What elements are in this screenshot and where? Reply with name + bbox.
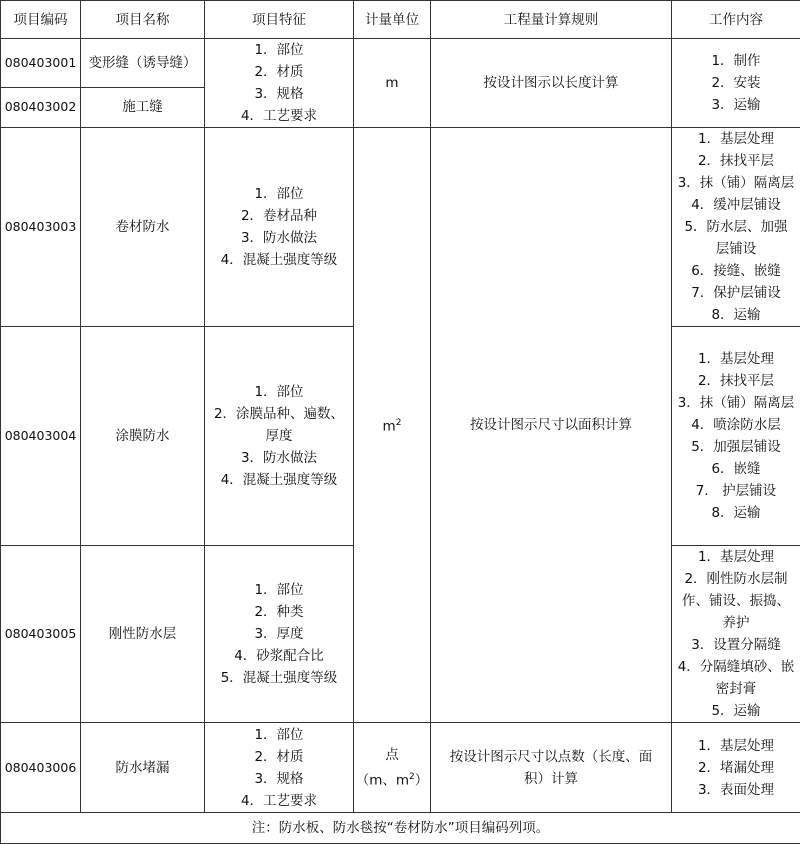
- feature-line: 1．部位: [206, 579, 352, 601]
- item-rule: 按设计图示尺寸以面积计算: [431, 128, 672, 723]
- feature-line: 1．部位: [206, 183, 352, 205]
- item-name: 卷材防水: [81, 128, 205, 327]
- item-work: [672, 128, 800, 327]
- work-line: 1．基层处理: [673, 735, 799, 757]
- feature-line: 5．混凝土强度等级: [206, 667, 352, 689]
- feature-line: 3．防水做法: [206, 227, 352, 249]
- header-code: 项目编码: [1, 1, 81, 39]
- work-line: 3．运输: [673, 94, 799, 116]
- feature-line: 4．混凝土强度等级: [206, 249, 352, 271]
- item-code: 080403001: [1, 39, 81, 88]
- feature-line: 2．材质: [206, 746, 352, 768]
- work-line: 4．喷涂防水层: [673, 414, 799, 436]
- work-line: 作、铺设、振捣、: [673, 590, 799, 612]
- feature-line: 4．工艺要求: [206, 790, 352, 812]
- unit-superscript: 2: [409, 772, 415, 782]
- feature-line: 4．砂浆配合比: [206, 645, 352, 667]
- work-line: 3．表面处理: [673, 779, 799, 801]
- feature-line: 2．涂膜品种、遍数、: [206, 403, 352, 425]
- header-features: 项目特征: [205, 1, 354, 39]
- work-line: 层铺设: [673, 238, 799, 260]
- unit-text: （m、m: [356, 772, 409, 788]
- rule-line: 积）计算: [432, 768, 670, 790]
- feature-line: 4．工艺要求: [206, 105, 352, 127]
- work-line: 7．保护层铺设: [673, 282, 799, 304]
- feature-line: 3．厚度: [206, 623, 352, 645]
- item-work: [672, 546, 800, 723]
- work-line: 8．运输: [673, 304, 799, 326]
- item-unit: m: [354, 39, 431, 128]
- work-line: 1．基层处理: [673, 128, 799, 150]
- work-line: 5．防水层、加强: [673, 216, 799, 238]
- feature-line: 3．防水做法: [206, 447, 352, 469]
- feature-line: 厚度: [206, 425, 352, 447]
- table-row: [1, 723, 800, 813]
- work-line: 2．抹找平层: [673, 150, 799, 172]
- item-code: 080403003: [1, 128, 81, 327]
- feature-line: 4．混凝土强度等级: [206, 469, 352, 491]
- work-line: 6．嵌缝: [673, 458, 799, 480]
- work-line: 养护: [673, 612, 799, 634]
- work-line: 3．抹（铺）隔离层: [673, 172, 799, 194]
- work-line: 3．设置分隔缝: [673, 634, 799, 656]
- work-line: 2．刚性防水层制: [673, 568, 799, 590]
- rule-line: 按设计图示尺寸以点数（长度、面: [432, 746, 670, 768]
- work-line: 1．基层处理: [673, 546, 799, 568]
- header-name: 项目名称: [81, 1, 205, 39]
- header-work: 工作内容: [672, 1, 800, 39]
- feature-line: 3．规格: [206, 768, 352, 790]
- feature-line: 1．部位: [206, 381, 352, 403]
- feature-line: 1．部位: [206, 724, 352, 746]
- table-row: [1, 128, 800, 327]
- unit-superscript: 2: [396, 418, 402, 428]
- item-features: [205, 128, 354, 327]
- work-line: 6．接缝、嵌缝: [673, 260, 799, 282]
- work-line: 2．抹找平层: [673, 370, 799, 392]
- work-line: 8．运输: [673, 502, 799, 524]
- unit-line: 点: [355, 744, 429, 766]
- item-name: 防水堵漏: [81, 723, 205, 813]
- table-note: 注：防水板、防水毯按“卷材防水”项目编码列项。: [1, 813, 800, 844]
- work-line: 4．分隔缝填砂、嵌: [673, 656, 799, 678]
- work-line: 7． 护层铺设: [673, 480, 799, 502]
- feature-line: 1．部位: [206, 39, 352, 61]
- item-work: [672, 327, 800, 546]
- note-row: [1, 813, 800, 844]
- work-line: 2．安装: [673, 72, 799, 94]
- work-line: 2．堵漏处理: [673, 757, 799, 779]
- item-unit: [354, 723, 431, 813]
- work-line: 1．制作: [673, 50, 799, 72]
- item-code: 080403004: [1, 327, 81, 546]
- item-work: [672, 39, 800, 128]
- item-name: 变形缝（诱导缝）: [81, 39, 205, 88]
- feature-line: 2．卷材品种: [206, 205, 352, 227]
- work-line: 5．运输: [673, 700, 799, 722]
- item-name: 涂膜防水: [81, 327, 205, 546]
- header-unit: 计量单位: [354, 1, 431, 39]
- feature-line: 2．种类: [206, 601, 352, 623]
- unit-text: ）: [415, 772, 429, 788]
- item-code: 080403002: [1, 87, 81, 127]
- header-rule: 工程量计算规则: [431, 1, 672, 39]
- work-line: 密封膏: [673, 678, 799, 700]
- work-line: 4．缓冲层铺设: [673, 194, 799, 216]
- item-name: 刚性防水层: [81, 546, 205, 723]
- item-rule: [431, 723, 672, 813]
- item-features: [205, 327, 354, 546]
- item-features: [205, 723, 354, 813]
- work-line: 1．基层处理: [673, 348, 799, 370]
- item-features: [205, 546, 354, 723]
- feature-line: 3．规格: [206, 83, 352, 105]
- table-row: [1, 39, 800, 88]
- feature-line: 2．材质: [206, 61, 352, 83]
- work-line: 3．抹（铺）隔离层: [673, 392, 799, 414]
- item-unit: [354, 128, 431, 723]
- item-work: [672, 723, 800, 813]
- unit-line: [355, 766, 429, 792]
- item-code: 080403006: [1, 723, 81, 813]
- item-name: 施工缝: [81, 87, 205, 127]
- header-row: [1, 1, 800, 39]
- item-features: [205, 39, 354, 128]
- work-line: 5．加强层铺设: [673, 436, 799, 458]
- item-code: 080403005: [1, 546, 81, 723]
- unit-base: m: [383, 419, 396, 435]
- item-rule: 按设计图示以长度计算: [431, 39, 672, 128]
